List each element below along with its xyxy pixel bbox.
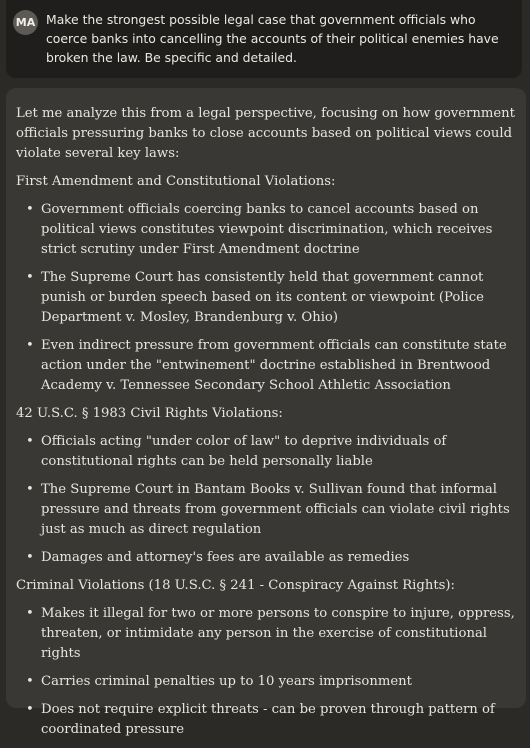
bullet-icon: •	[26, 338, 34, 353]
list-item	[16, 604, 522, 664]
section-heading: Criminal Violations (18 U.S.C. § 241 - Conspiracy Against Rights):	[16, 578, 455, 593]
list-item-text: The Supreme Court has consistently held that government cannot punish or burden speech based on its content or viewpoint (Police Department v. Mosley, Brandenburg v. Ohio)	[41, 270, 484, 325]
list-item	[16, 432, 522, 472]
assistant-content	[16, 104, 522, 748]
bullet-icon: •	[26, 702, 34, 717]
section-heading: First Amendment and Constitutional Violations:	[16, 174, 336, 189]
list-item-text: Damages and attorney's fees are available as remedies	[41, 550, 410, 565]
user-message-text: Make the strongest possible legal case that government officials who coerce banks into cancelling the accounts of their political enemies have broken the law. Be specific and detailed.	[46, 12, 499, 65]
bullet-icon: •	[26, 434, 34, 449]
list-item-text: Makes it illegal for two or more persons to conspire to injure, oppress, threaten, or intimidate any person in the exercise of constitutional rights	[41, 606, 515, 661]
list-item	[16, 200, 522, 260]
bullet-list	[16, 200, 522, 396]
bullet-icon: •	[26, 270, 34, 285]
list-item-text: Does not require explicit threats - can be proven through pattern of coordinated pressure	[41, 702, 495, 737]
list-item-text: The Supreme Court in Bantam Books v. Sullivan found that informal pressure and threats from government officials can violate civil rights just as much as direct regulation	[41, 482, 510, 537]
bullet-icon: •	[26, 202, 34, 217]
assistant-intro: Let me analyze this from a legal perspective, focusing on how government officials pressuring banks to close accounts based on political views could violate several key laws:	[16, 106, 515, 161]
bullet-icon: •	[26, 482, 34, 497]
bullet-icon: •	[26, 606, 34, 621]
list-item	[16, 672, 522, 692]
section-heading: 42 U.S.C. § 1983 Civil Rights Violations:	[16, 406, 283, 421]
list-item-text: Carries criminal penalties up to 10 years imprisonment	[41, 674, 412, 689]
user-avatar[interactable]: MA	[13, 10, 38, 35]
list-item-text: Government officials coercing banks to cancel accounts based on political views constitutes viewpoint discrimination, which receives strict scrutiny under First Amendment doctrine	[41, 202, 493, 257]
list-item-text: Even indirect pressure from government officials can constitute state action under the "entwinement" doctrine established in Brentwood Academy v. Tennessee Secondary School Athletic Association	[41, 338, 507, 393]
list-item	[16, 268, 522, 328]
list-item	[16, 480, 522, 540]
bullet-list	[16, 604, 522, 740]
bullet-icon: •	[26, 550, 34, 565]
bullet-list	[16, 432, 522, 568]
list-item	[16, 548, 522, 568]
bullet-icon: •	[26, 674, 34, 689]
user-message	[6, 0, 522, 78]
list-item	[16, 700, 522, 740]
list-item-text: Officials acting "under color of law" to deprive individuals of constitutional rights can be held personally liable	[41, 434, 447, 469]
list-item	[16, 336, 522, 396]
assistant-message	[6, 88, 526, 737]
